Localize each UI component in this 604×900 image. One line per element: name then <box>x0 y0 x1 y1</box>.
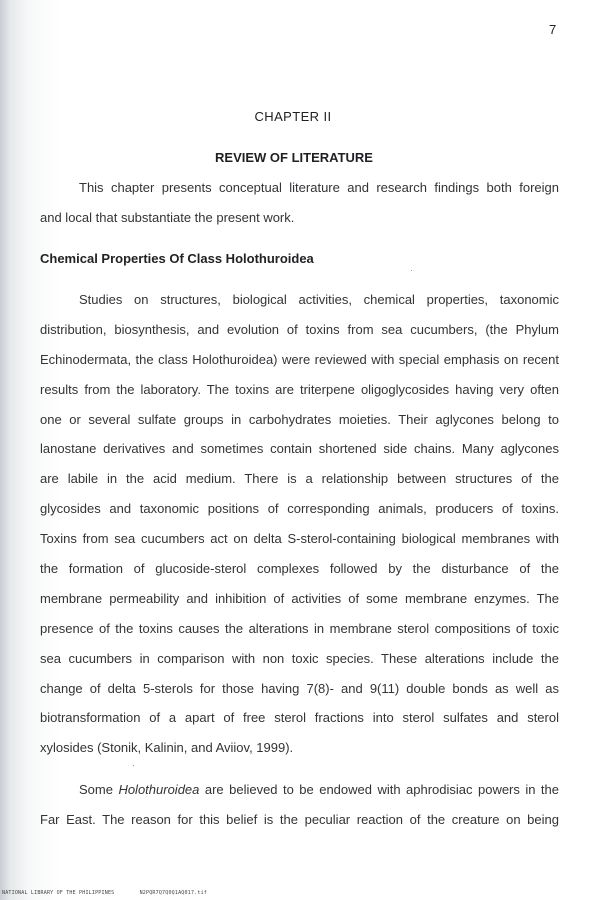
review-heading: REVIEW OF LITERATURE <box>215 150 373 165</box>
paragraph-line: xylosides (Stonik, Kalinin, and Aviiov, 1999). <box>40 740 294 756</box>
chapter-title: CHAPTER II <box>254 109 332 124</box>
paragraph-line: membrane permeability and inhibition of activities of some membrane enzymes. The <box>40 590 559 606</box>
paragraph-line: lanostane derivatives and sometimes contain shortened side chains. Many aglycones <box>40 441 559 457</box>
paragraph-line: the formation of glucoside-sterol complexes followed by the disturbance of the <box>40 561 559 577</box>
closing-line-1-italic: Holothuroidea <box>118 782 200 797</box>
paragraph-line: glycosides and taxonomic positions of corresponding animals, producers of toxins. <box>40 501 559 517</box>
closing-line-2: Far East. The reason for this belief is the peculiar reaction of the creature on being <box>40 811 559 827</box>
paragraph-line: results from the laboratory. The toxins are triterpene oligoglycosides having very often <box>40 381 559 397</box>
scan-footer <box>2 890 229 896</box>
closing-line-1-post: are believed to be endowed with aphrodisiac powers in the <box>199 782 560 797</box>
paragraph-line: presence of the toxins causes the alterations in membrane sterol compositions of toxic <box>40 620 559 636</box>
paragraph-line: Toxins from sea cucumbers act on delta S-sterol-containing biological membranes with <box>40 531 559 547</box>
paragraph-line: change of delta 5-sterols for those having 7(8)- and 9(11) double bonds as well as <box>40 680 559 696</box>
paragraph-line: biotransformation of a apart of free sterol fractions into sterol sulfates and sterol <box>40 710 559 726</box>
body-paragraph <box>40 285 559 763</box>
paragraph-line: one or several sulfate groups in carbohydrates moieties. Their aglycones belong to <box>40 411 559 427</box>
scan-speck <box>133 765 134 766</box>
paragraph-line: Echinodermata, the class Holothuroidea) were reviewed with special emphasis on recent <box>40 351 559 367</box>
scan-speck <box>411 270 412 271</box>
closing-paragraph <box>40 775 559 835</box>
closing-line-1-pre: Some <box>79 782 119 797</box>
footer-library: NATIONAL LIBRARY OF THE PHILIPPINES <box>2 890 115 896</box>
footer-file-id: N2PQR7Q7Q0Q1AQ017.tif <box>139 890 207 896</box>
intro-line: and local that substantiate the present work. <box>40 209 295 225</box>
closing-line-1 <box>40 775 559 805</box>
paragraph-line: are labile in the acid medium. There is a relationship between structures of the <box>40 471 559 487</box>
paragraph-line: Studies on structures, biological activities, chemical properties, taxonomic <box>79 292 559 307</box>
intro-paragraph <box>40 173 559 233</box>
paragraph-line: sea cucumbers in comparison with non toxic species. These alterations include the <box>40 650 559 666</box>
paragraph-line: distribution, biosynthesis, and evolution of toxins from sea cucumbers, (the Phylum <box>40 321 559 337</box>
intro-line: This chapter presents conceptual literature and research findings both foreign <box>79 180 559 195</box>
page-number: 7 <box>549 22 557 37</box>
section-heading: Chemical Properties Of Class Holothuroidea <box>40 251 314 266</box>
